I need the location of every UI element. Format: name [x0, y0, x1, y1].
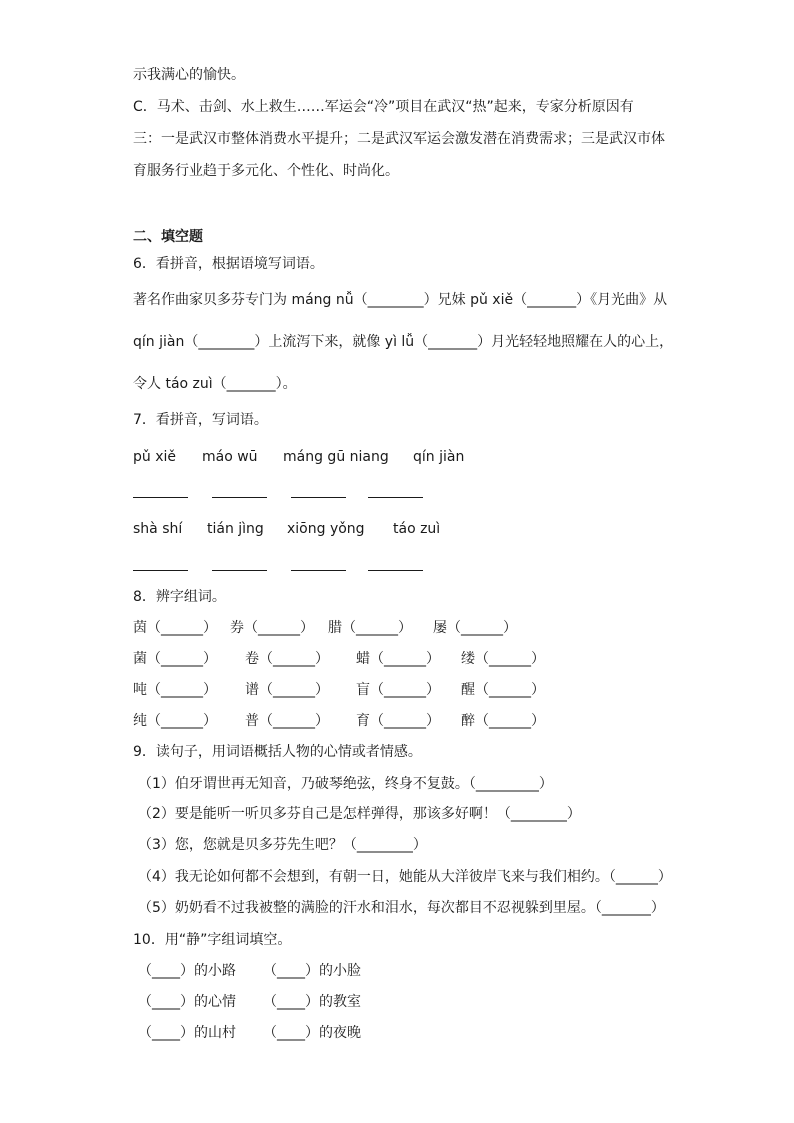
q7-pinyin: máng gū niang [283, 449, 389, 465]
q8-item: 卷（______） [245, 651, 329, 667]
answer-blank-line[interactable] [212, 497, 267, 498]
q7-pinyin: máo wū [202, 449, 258, 465]
q6-line-3: 令人 táo zuì（_______）。 [133, 376, 297, 392]
answer-blank-line[interactable] [212, 570, 267, 571]
q6-line-2: qín jiàn（________）上流泻下来，就像 yì lǚ（_______）月光轻轻地照耀在人的心上， [133, 334, 674, 350]
q10-title: 10．用“静”字组词填空。 [133, 932, 292, 948]
q8-item: 菌（______） [133, 651, 217, 667]
answer-blank-line[interactable] [368, 570, 423, 571]
q7-title: 7．看拼音，写词语。 [133, 412, 268, 428]
q10-item: （____）的夜晚 [263, 1025, 361, 1041]
q10-item: （____）的山村 [138, 1025, 236, 1041]
q6-title: 6．看拼音，根据语境写词语。 [133, 256, 324, 272]
q6-line-1: 著名作曲家贝多芬专门为 máng nǚ（________）兄妹 pǔ xiě（_______）《月光曲》从 [133, 292, 668, 308]
q9-item-5: （5）奶奶看不过我被整的满脸的汗水和泪水，每次都目不忍视躲到里屋。（_______） [138, 900, 665, 916]
q8-item: 券（______） [230, 620, 314, 636]
q8-item: 普（______） [245, 713, 329, 729]
q8-item: 吨（______） [133, 682, 217, 698]
q5-option-c-line-3: 育服务行业趋于多元化、个性化、时尚化。 [133, 163, 399, 179]
q7-pinyin: qín jiàn [413, 449, 465, 465]
q9-item-1: （1）伯牙谓世再无知音，乃破琴绝弦，终身不复鼓。（_________） [138, 776, 553, 792]
q5-line-a: 示我满心的愉快。 [133, 67, 245, 83]
answer-blank-line[interactable] [291, 497, 346, 498]
q8-item: 腊（______） [328, 620, 412, 636]
q10-item: （____）的小路 [138, 963, 236, 979]
answer-blank-line[interactable] [368, 497, 423, 498]
q8-item: 茵（______） [133, 620, 217, 636]
q9-item-3: （3）您，您就是贝多芬先生吧？（________） [138, 837, 427, 853]
q7-pinyin: shà shí [133, 521, 183, 537]
q8-item: 醒（______） [461, 682, 545, 698]
section-title-fill-in: 二、填空题 [133, 229, 203, 245]
q8-item: 纯（______） [133, 713, 217, 729]
answer-blank-line[interactable] [291, 570, 346, 571]
q8-title: 8．辨字组词。 [133, 589, 226, 605]
q8-item: 醉（______） [461, 713, 545, 729]
q8-item: 缕（______） [461, 651, 545, 667]
q5-option-c-line-2: 三：一是武汉市整体消费水平提升；二是武汉军运会激发潜在消费需求；三是武汉市体 [133, 131, 665, 147]
answer-blank-line[interactable] [133, 497, 188, 498]
q5-option-c-line-1: C．马术、击剑、水上救生……军运会“冷”项目在武汉“热”起来，专家分析原因有 [133, 99, 634, 115]
q9-item-2: （2）要是能听一听贝多芬自己是怎样弹得，那该多好啊！（________） [138, 806, 581, 822]
q10-item: （____）的心情 [138, 994, 236, 1010]
q9-title: 9．读句子，用词语概括人物的心情或者情感。 [133, 744, 422, 760]
q7-pinyin: táo zuì [393, 521, 441, 537]
q7-pinyin: pǔ xiě [133, 449, 176, 465]
answer-blank-line[interactable] [133, 570, 188, 571]
q7-pinyin: xiōng yǒng [287, 521, 365, 537]
q7-pinyin: tián jìng [207, 521, 264, 537]
q10-item: （____）的教室 [263, 994, 361, 1010]
q10-item: （____）的小脸 [263, 963, 361, 979]
q8-item: 屡（______） [433, 620, 517, 636]
q8-item: 盲（______） [356, 682, 440, 698]
q8-item: 谱（______） [245, 682, 329, 698]
q8-item: 育（______） [356, 713, 440, 729]
q9-item-4: （4）我无论如何都不会想到，有朝一日，她能从大洋彼岸飞来与我们相约。（______） [138, 869, 672, 885]
q8-item: 蜡（______） [356, 651, 440, 667]
